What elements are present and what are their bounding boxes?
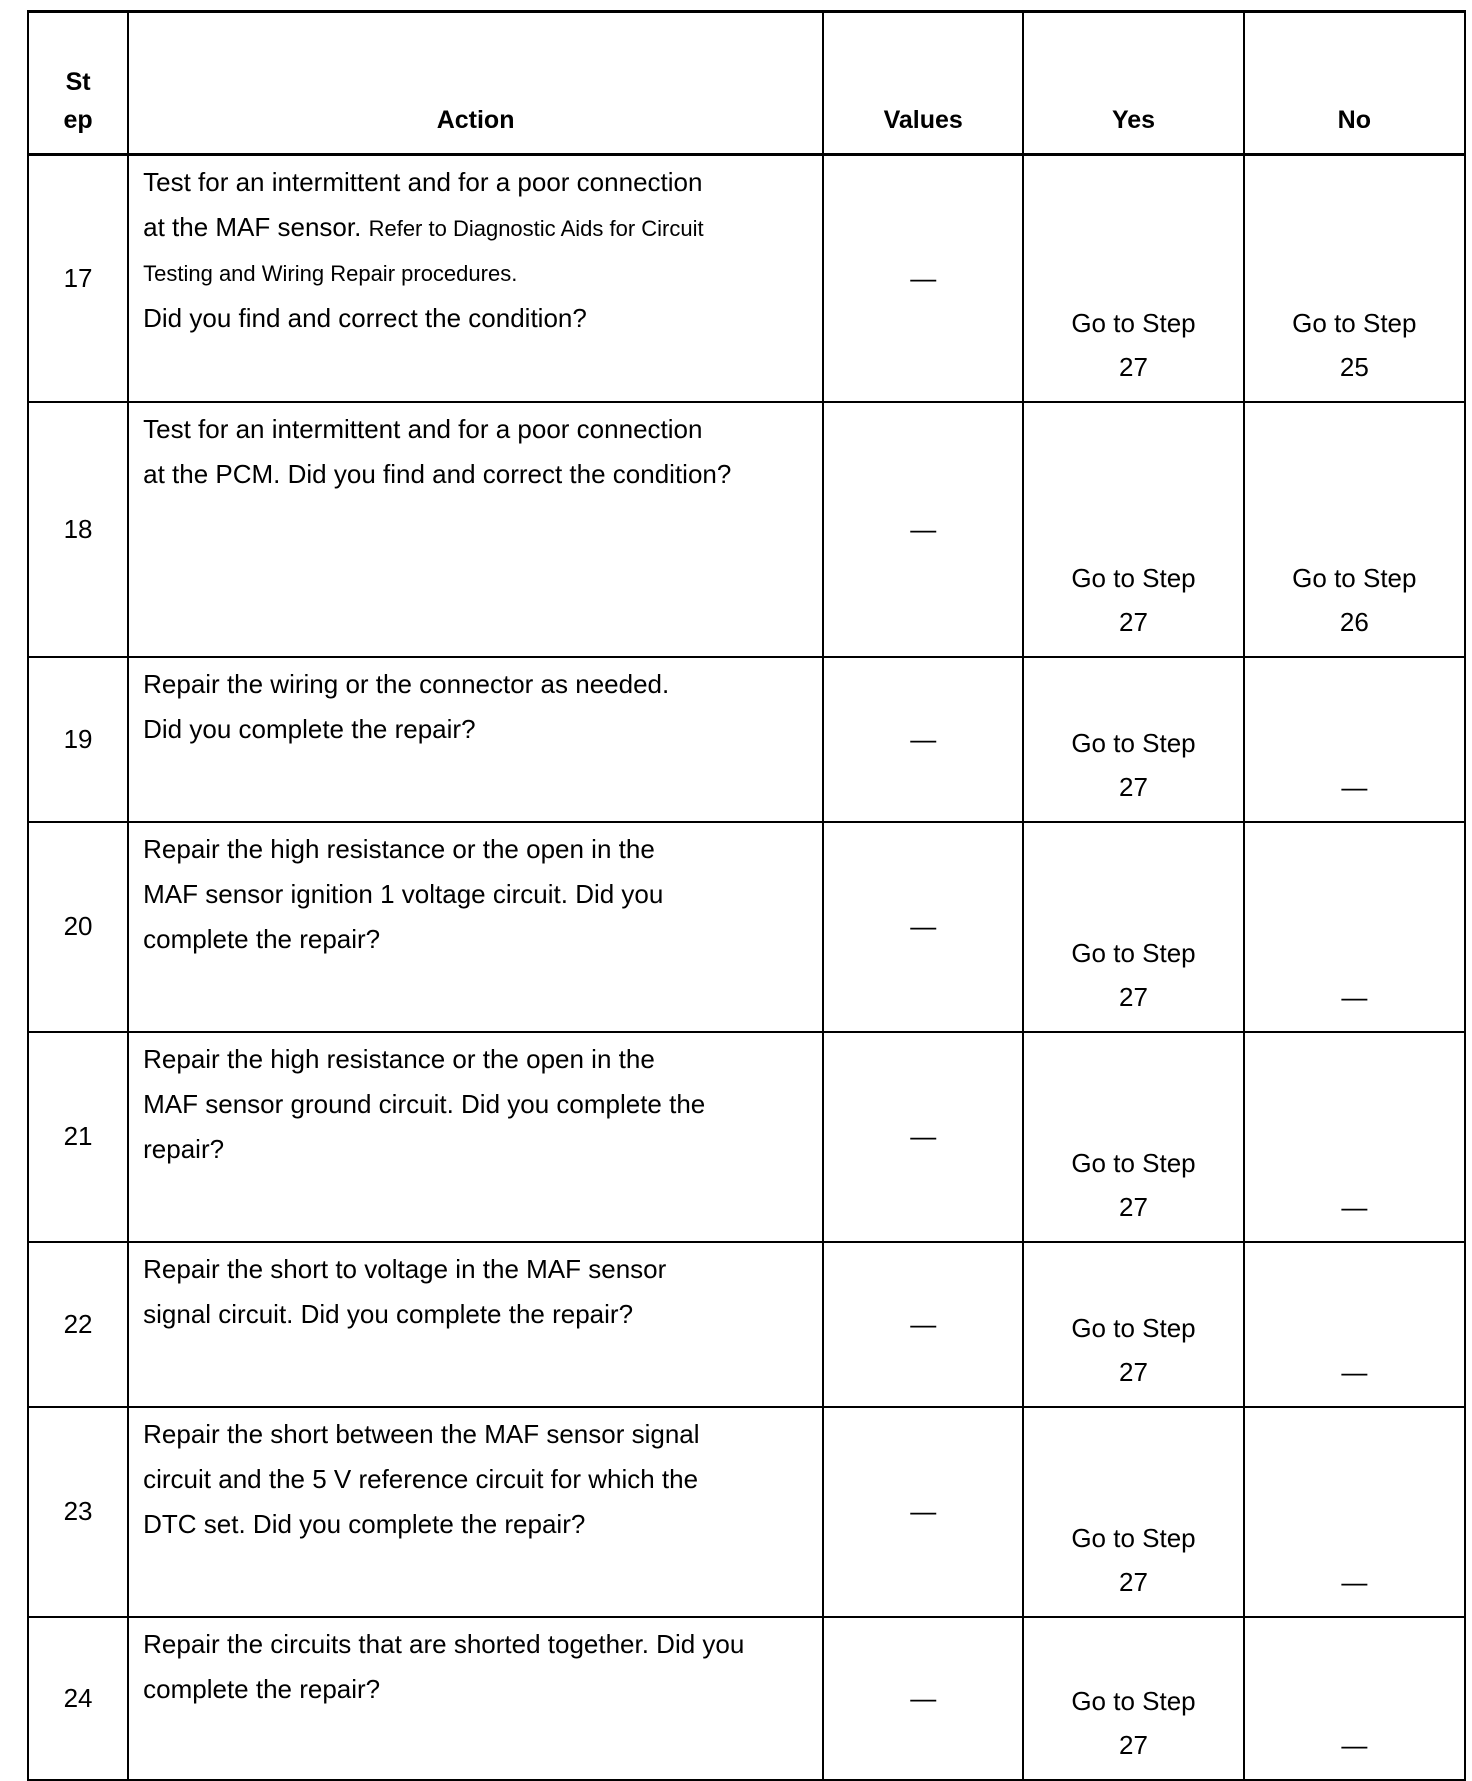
action-text	[128, 1032, 823, 1242]
values-cell: —	[823, 657, 1023, 822]
step-number: 18	[28, 402, 128, 657]
action-line: Repair the high resistance or the open in the	[143, 1043, 655, 1074]
action-line: Repair the short to voltage in the MAF sensor	[143, 1253, 667, 1284]
no-cell: —	[1244, 1242, 1465, 1407]
no-cell	[1244, 402, 1465, 657]
no-cell: —	[1244, 1407, 1465, 1617]
action-line-part: Refer to Diagnostic Aids for Circuit	[368, 216, 704, 241]
yes-goto-label: Go to Step	[1071, 1147, 1196, 1178]
no-cell: —	[1244, 657, 1465, 822]
action-line: Repair the circuits that are shorted together. Did you	[143, 1628, 745, 1659]
no-goto-label: Go to Step	[1292, 562, 1417, 593]
action-line: Test for an intermittent and for a poor connection	[143, 167, 703, 197]
yes-goto-label: Go to Step	[1071, 727, 1196, 758]
table-row	[28, 1032, 1465, 1242]
action-line: Testing and Wiring Repair procedures.	[143, 261, 518, 286]
action-text	[128, 822, 823, 1032]
step-number: 22	[28, 1242, 128, 1407]
action-line: MAF sensor ignition 1 voltage circuit. Did you	[143, 878, 664, 909]
table-row	[28, 402, 1465, 657]
no-cell: —	[1244, 1617, 1465, 1780]
yes-cell	[1023, 1032, 1243, 1242]
action-line: circuit and the 5 V reference circuit for which the	[143, 1463, 699, 1494]
yes-cell	[1023, 402, 1243, 657]
action-line: complete the repair?	[143, 923, 381, 954]
header-action: Action	[128, 12, 823, 155]
step-number: 23	[28, 1407, 128, 1617]
yes-goto-label: Go to Step	[1071, 937, 1196, 968]
values-cell: —	[823, 1032, 1023, 1242]
action-line: Repair the short between the MAF sensor signal	[143, 1418, 700, 1449]
table-row	[28, 822, 1465, 1032]
table-header-row	[28, 12, 1465, 155]
action-line: MAF sensor ground circuit. Did you complete the	[143, 1088, 706, 1119]
values-cell: —	[823, 402, 1023, 657]
yes-goto-step: 27	[1119, 1729, 1148, 1760]
yes-cell	[1023, 1617, 1243, 1780]
header-values: Values	[823, 12, 1023, 155]
action-text	[128, 1242, 823, 1407]
yes-cell	[1023, 822, 1243, 1032]
action-line: at the PCM. Did you find and correct the condition?	[143, 458, 732, 489]
yes-goto-label: Go to Step	[1071, 562, 1196, 593]
action-line: complete the repair?	[143, 1673, 381, 1704]
action-line: Repair the high resistance or the open in the	[143, 833, 655, 864]
action-line: Test for an intermittent and for a poor connection	[143, 413, 703, 444]
action-text	[128, 402, 823, 657]
yes-goto-label: Go to Step	[1071, 307, 1196, 338]
yes-goto-label: Go to Step	[1071, 1685, 1196, 1716]
values-cell: —	[823, 155, 1023, 402]
diagnostic-steps-table	[27, 10, 1466, 1781]
action-line: signal circuit. Did you complete the repair?	[143, 1298, 634, 1329]
action-line: Did you complete the repair?	[143, 713, 476, 744]
yes-goto-step: 27	[1119, 771, 1148, 802]
yes-goto-step: 27	[1119, 606, 1148, 637]
step-number: 19	[28, 657, 128, 822]
header-no: No	[1244, 12, 1465, 155]
table-row	[28, 155, 1465, 402]
no-cell	[1244, 155, 1465, 402]
yes-cell	[1023, 1407, 1243, 1617]
header-step: St ep	[28, 12, 128, 155]
action-text	[128, 1617, 823, 1780]
no-cell: —	[1244, 1032, 1465, 1242]
values-cell: —	[823, 1617, 1023, 1780]
yes-goto-step: 27	[1119, 1566, 1148, 1597]
yes-goto-label: Go to Step	[1071, 1312, 1196, 1343]
action-text	[128, 155, 823, 402]
action-line-part: at the MAF sensor.	[143, 212, 362, 242]
yes-goto-step: 27	[1119, 1191, 1148, 1222]
action-line: DTC set. Did you complete the repair?	[143, 1508, 586, 1539]
step-number: 20	[28, 822, 128, 1032]
no-goto-label: Go to Step	[1292, 307, 1417, 338]
values-cell: —	[823, 822, 1023, 1032]
action-line	[143, 205, 812, 251]
action-line: Repair the wiring or the connector as needed.	[143, 668, 670, 699]
action-text	[128, 657, 823, 822]
action-text	[128, 1407, 823, 1617]
yes-goto-step: 27	[1119, 981, 1148, 1012]
yes-cell	[1023, 1242, 1243, 1407]
values-cell: —	[823, 1407, 1023, 1617]
yes-goto-label: Go to Step	[1071, 1522, 1196, 1553]
step-number: 17	[28, 155, 128, 402]
table-row	[28, 1617, 1465, 1780]
header-yes: Yes	[1023, 12, 1243, 155]
yes-goto-step: 27	[1119, 1356, 1148, 1387]
step-number: 21	[28, 1032, 128, 1242]
no-goto-step: 25	[1339, 351, 1369, 382]
table-row	[28, 1407, 1465, 1617]
no-goto-step: 26	[1339, 606, 1369, 637]
values-cell: —	[823, 1242, 1023, 1407]
action-line: Did you find and correct the condition?	[143, 303, 587, 333]
yes-cell	[1023, 155, 1243, 402]
action-line: repair?	[143, 1133, 225, 1164]
yes-cell	[1023, 657, 1243, 822]
step-number: 24	[28, 1617, 128, 1780]
yes-goto-step: 27	[1119, 351, 1148, 382]
table-row	[28, 657, 1465, 822]
table-row	[28, 1242, 1465, 1407]
diagnostic-table-page	[27, 10, 1466, 1774]
no-cell: —	[1244, 822, 1465, 1032]
